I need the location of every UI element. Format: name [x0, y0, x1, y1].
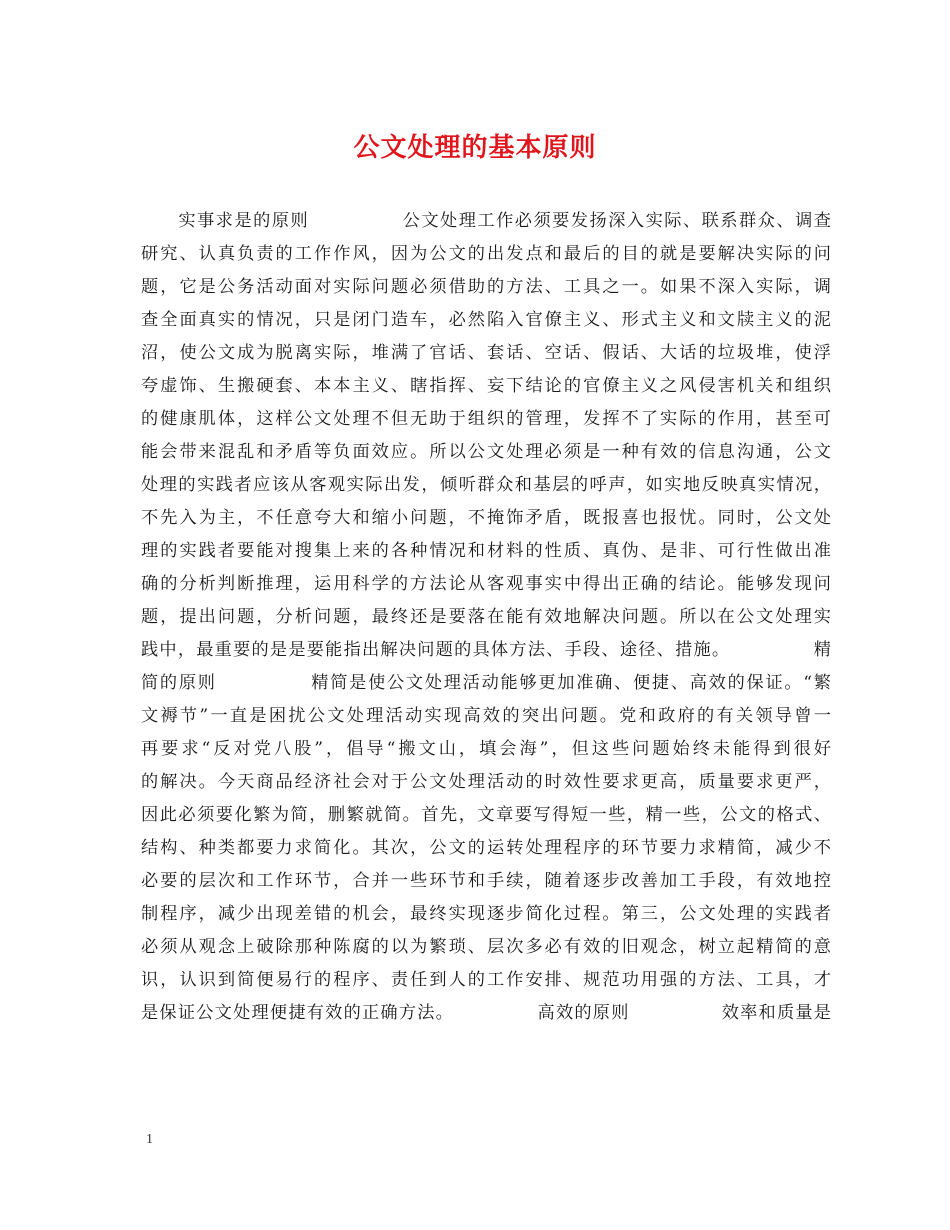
body-line: 确的分析判断推理，运用科学的方法论从客观事实中得出正确的结论。能够发现问: [141, 574, 831, 594]
body-line: 的健康肌体，这样公文处理不但无助于组织的管理，发挥不了实际的作用，甚至可: [141, 409, 831, 429]
body-line: 题，提出问题，分析问题，最终还是要落在能有效地解决问题。所以在公文处理实: [141, 607, 831, 627]
body-line: 再要求“反对党八股”，倡导“搬文山，填会海”，但这些问题始终未能得到很好: [141, 739, 831, 759]
body-line: 结构、种类都要力求简化。其次，公文的运转处理程序的环节要力求精简，减少不: [141, 838, 831, 858]
body-line: 能会带来混乱和矛盾等负面效应。所以公文处理必须是一种有效的信息沟通，公文: [141, 442, 831, 462]
body-line: 因此必须要化繁为简，删繁就简。首先，文章要写得短一些，精一些，公文的格式、: [141, 805, 831, 825]
body-line: 实事求是的原则 公文处理工作必须要发扬深入实际、联系群众、调查: [141, 211, 831, 231]
document-body: [141, 205, 831, 1030]
body-line: 文褥节”一直是困扰公文处理活动实现高效的突出问题。党和政府的有关领导曾一: [141, 706, 831, 726]
body-line: 研究、认真负责的工作作风，因为公文的出发点和最后的目的就是要解决实际的问: [141, 244, 831, 264]
body-line: 是保证公文处理便捷有效的正确方法。 高效的原则 效率和质量是: [141, 1003, 831, 1023]
body-line: 夸虚饰、生搬硬套、本本主义、瞎指挥、妄下结论的官僚主义之风侵害机关和组织: [141, 376, 831, 396]
body-line: 题，它是公务活动面对实际问题必须借助的方法、工具之一。如果不深入实际，调: [141, 277, 831, 297]
body-line: 理的实践者要能对搜集上来的各种情况和材料的性质、真伪、是非、可行性做出准: [141, 541, 831, 561]
document-title: 公文处理的基本原则: [353, 133, 597, 163]
body-line: 必要的层次和工作环节，合并一些环节和手续，随着逐步改善加工手段，有效地控: [141, 871, 831, 891]
body-line: 查全面真实的情况，只是闭门造车，必然陷入官僚主义、形式主义和文牍主义的泥: [141, 310, 831, 330]
body-line: 沼，使公文成为脱离实际，堆满了官话、套话、空话、假话、大话的垃圾堆，使浮: [141, 343, 831, 363]
body-line: 制程序，减少出现差错的机会，最终实现逐步简化过程。第三，公文处理的实践者: [141, 904, 831, 924]
body-line: 处理的实践者应该从客观实际出发，倾听群众和基层的呼声，如实地反映真实情况，: [141, 475, 831, 495]
body-line: 不先入为主，不任意夸大和缩小问题，不掩饰矛盾，既报喜也报忧。同时，公文处: [141, 508, 831, 528]
body-line: 必须从观念上破除那种陈腐的以为繁琐、层次多必有效的旧观念，树立起精简的意: [141, 937, 831, 957]
page-number: 1: [146, 1132, 153, 1147]
body-line: 简的原则 精简是使公文处理活动能够更加准确、便捷、高效的保证。“繁: [141, 673, 831, 693]
body-line: 识，认识到简便易行的程序、责任到人的工作安排、规范功用强的方法、工具，才: [141, 970, 831, 990]
body-line: 的解决。今天商品经济社会对于公文处理活动的时效性要求更高，质量要求更严，: [141, 772, 831, 792]
body-line: 践中，最重要的是是要能指出解决问题的具体方法、手段、途径、措施。 精: [141, 640, 831, 660]
